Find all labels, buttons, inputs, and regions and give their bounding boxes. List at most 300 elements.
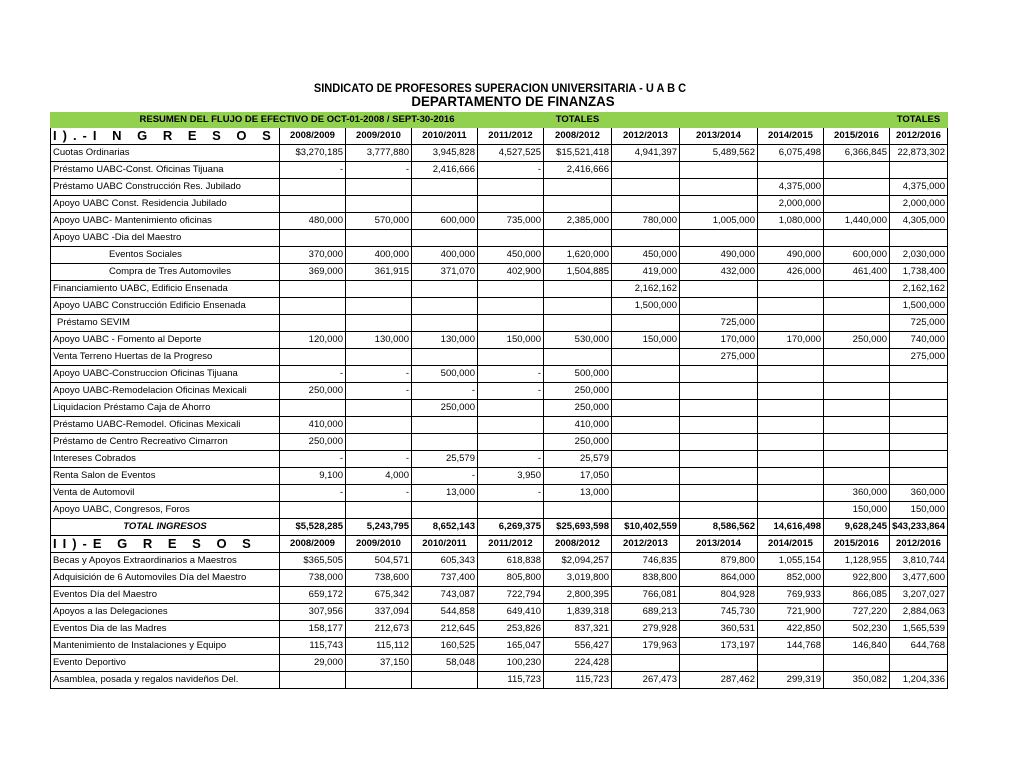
value-cell xyxy=(680,485,758,502)
value-cell: 480,000 xyxy=(280,213,346,230)
value-cell: 2,385,000 xyxy=(544,213,612,230)
table-body xyxy=(51,113,948,689)
value-cell: 17,050 xyxy=(544,468,612,485)
value-cell: 6,366,845 xyxy=(824,145,890,162)
value-cell: 922,800 xyxy=(824,570,890,587)
totales-label-2012-2016: TOTALES xyxy=(890,113,948,128)
value-cell: 2,162,162 xyxy=(890,281,948,298)
value-cell xyxy=(824,298,890,315)
row-label: Eventos Dia de las Madres xyxy=(51,621,280,638)
value-cell: 866,085 xyxy=(824,587,890,604)
table-row xyxy=(51,213,948,230)
value-cell: 3,477,600 xyxy=(890,570,948,587)
table-row xyxy=(51,196,948,213)
table-row xyxy=(51,553,948,570)
total-label: TOTAL INGRESOS xyxy=(51,519,280,536)
year-header: 2012/2016 xyxy=(890,128,948,145)
value-cell: - xyxy=(478,162,544,179)
value-cell xyxy=(280,298,346,315)
value-cell: $365,505 xyxy=(280,553,346,570)
value-cell: 450,000 xyxy=(478,247,544,264)
cashflow-table xyxy=(50,112,948,689)
value-cell xyxy=(758,502,824,519)
row-label: Apoyo UABC, Congresos, Foros xyxy=(51,502,280,519)
row-label: Apoyo UABC Construcción Edificio Ensenada xyxy=(51,298,280,315)
year-header: 2009/2010 xyxy=(346,536,412,553)
value-cell: 738,000 xyxy=(280,570,346,587)
value-cell xyxy=(478,502,544,519)
value-cell xyxy=(412,672,478,689)
value-cell xyxy=(612,502,680,519)
value-cell xyxy=(544,349,612,366)
value-cell: 659,172 xyxy=(280,587,346,604)
value-cell xyxy=(680,366,758,383)
total-value-cell: 8,652,143 xyxy=(412,519,478,536)
value-cell: 1,738,400 xyxy=(890,264,948,281)
value-cell: 419,000 xyxy=(612,264,680,281)
value-cell: - xyxy=(280,451,346,468)
value-cell xyxy=(280,179,346,196)
value-cell xyxy=(758,281,824,298)
value-cell: 837,321 xyxy=(544,621,612,638)
value-cell xyxy=(758,485,824,502)
year-header: 2009/2010 xyxy=(346,128,412,145)
value-cell xyxy=(346,400,412,417)
table-row xyxy=(51,502,948,519)
value-cell: 605,343 xyxy=(412,553,478,570)
total-ingresos-row xyxy=(51,519,948,536)
value-cell xyxy=(824,417,890,434)
value-cell: 745,730 xyxy=(680,604,758,621)
row-label: Préstamo de Centro Recreativo Cimarron xyxy=(51,434,280,451)
value-cell xyxy=(890,383,948,400)
row-label: Apoyo UABC - Fomento al Deporte xyxy=(51,332,280,349)
value-cell xyxy=(280,196,346,213)
value-cell: 600,000 xyxy=(824,247,890,264)
value-cell xyxy=(890,366,948,383)
value-cell: 299,319 xyxy=(758,672,824,689)
value-cell xyxy=(758,417,824,434)
year-header: 2008/2012 xyxy=(544,536,612,553)
value-cell: 58,048 xyxy=(412,655,478,672)
value-cell xyxy=(346,196,412,213)
value-cell xyxy=(824,366,890,383)
value-cell: 267,473 xyxy=(612,672,680,689)
table-row xyxy=(51,383,948,400)
value-cell: 150,000 xyxy=(612,332,680,349)
value-cell: 212,645 xyxy=(412,621,478,638)
value-cell xyxy=(412,281,478,298)
value-cell: 618,838 xyxy=(478,553,544,570)
year-header: 2013/2014 xyxy=(680,128,758,145)
value-cell: 130,000 xyxy=(346,332,412,349)
value-cell: - xyxy=(412,383,478,400)
row-label: Intereses Cobrados xyxy=(51,451,280,468)
value-cell: 426,000 xyxy=(758,264,824,281)
table-row xyxy=(51,434,948,451)
value-cell xyxy=(412,196,478,213)
table-row xyxy=(51,638,948,655)
value-cell xyxy=(280,400,346,417)
value-cell xyxy=(612,468,680,485)
value-cell: - xyxy=(478,366,544,383)
value-cell: 504,571 xyxy=(346,553,412,570)
value-cell xyxy=(612,451,680,468)
value-cell: 780,000 xyxy=(612,213,680,230)
total-value-cell: 8,586,562 xyxy=(680,519,758,536)
value-cell: $15,521,418 xyxy=(544,145,612,162)
value-cell xyxy=(890,451,948,468)
value-cell xyxy=(412,434,478,451)
org-title: SINDICATO DE PROFESORES SUPERACION UNIVERSITARIA - U A B C xyxy=(313,81,687,95)
value-cell xyxy=(612,417,680,434)
value-cell xyxy=(758,366,824,383)
value-cell: 1,440,000 xyxy=(824,213,890,230)
value-cell xyxy=(346,179,412,196)
value-cell: 158,177 xyxy=(280,621,346,638)
value-cell xyxy=(890,434,948,451)
value-cell xyxy=(280,230,346,247)
value-cell: 22,873,302 xyxy=(890,145,948,162)
table-row xyxy=(51,485,948,502)
total-value-cell: 14,616,498 xyxy=(758,519,824,536)
year-header: 2014/2015 xyxy=(758,536,824,553)
total-value-cell: $5,528,285 xyxy=(280,519,346,536)
row-label: Préstamo UABC Construcción Res. Jubilado xyxy=(51,179,280,196)
value-cell: 173,197 xyxy=(680,638,758,655)
value-cell: 490,000 xyxy=(680,247,758,264)
value-cell xyxy=(544,315,612,332)
value-cell xyxy=(478,434,544,451)
value-cell xyxy=(758,315,824,332)
value-cell: 25,579 xyxy=(544,451,612,468)
table-row xyxy=(51,570,948,587)
egresos-header-row xyxy=(51,536,948,553)
row-label: Renta Salon de Eventos xyxy=(51,468,280,485)
row-label: Evento Deportivo xyxy=(51,655,280,672)
value-cell: 879,800 xyxy=(680,553,758,570)
value-cell xyxy=(478,400,544,417)
row-label: Mantenimiento de Instalaciones y Equipo xyxy=(51,638,280,655)
value-cell: 115,743 xyxy=(280,638,346,655)
table-row xyxy=(51,366,948,383)
value-cell xyxy=(824,230,890,247)
value-cell xyxy=(680,298,758,315)
value-cell: - xyxy=(346,383,412,400)
row-label: Apoyo UABC Const. Residencia Jubilado xyxy=(51,196,280,213)
value-cell: 738,600 xyxy=(346,570,412,587)
year-header: 2012/2016 xyxy=(890,536,948,553)
year-header: 2013/2014 xyxy=(680,536,758,553)
value-cell: - xyxy=(346,366,412,383)
value-cell: 422,850 xyxy=(758,621,824,638)
value-cell: 361,915 xyxy=(346,264,412,281)
value-cell xyxy=(412,502,478,519)
value-cell xyxy=(680,451,758,468)
value-cell: 410,000 xyxy=(544,417,612,434)
table-row xyxy=(51,417,948,434)
value-cell xyxy=(680,417,758,434)
value-cell xyxy=(680,281,758,298)
value-cell: 649,410 xyxy=(478,604,544,621)
value-cell: 1,055,154 xyxy=(758,553,824,570)
value-cell xyxy=(824,383,890,400)
value-cell: 150,000 xyxy=(478,332,544,349)
value-cell xyxy=(478,298,544,315)
value-cell xyxy=(612,655,680,672)
value-cell: 3,945,828 xyxy=(412,145,478,162)
value-cell: 115,112 xyxy=(346,638,412,655)
table-row xyxy=(51,247,948,264)
table-row xyxy=(51,332,948,349)
value-cell: - xyxy=(412,468,478,485)
value-cell: 4,375,000 xyxy=(890,179,948,196)
value-cell: 160,525 xyxy=(412,638,478,655)
value-cell: 170,000 xyxy=(680,332,758,349)
row-label: Apoyo UABC-Remodelacion Oficinas Mexicali xyxy=(51,383,280,400)
row-label: Apoyo UABC-Construccion Oficinas Tijuana xyxy=(51,366,280,383)
value-cell xyxy=(824,400,890,417)
value-cell: 1,128,955 xyxy=(824,553,890,570)
value-cell: 1,839,318 xyxy=(544,604,612,621)
row-label: Préstamo SEVIM xyxy=(51,315,280,332)
year-header: 2011/2012 xyxy=(478,128,544,145)
value-cell: 212,673 xyxy=(346,621,412,638)
value-cell xyxy=(758,434,824,451)
value-cell: 769,933 xyxy=(758,587,824,604)
value-cell xyxy=(680,196,758,213)
table-row xyxy=(51,162,948,179)
table-row xyxy=(51,230,948,247)
ingresos-heading: I).-I N G R E S O S xyxy=(51,128,280,145)
value-cell: 500,000 xyxy=(412,366,478,383)
value-cell xyxy=(824,349,890,366)
value-cell xyxy=(280,315,346,332)
value-cell: 360,000 xyxy=(824,485,890,502)
year-header: 2015/2016 xyxy=(824,128,890,145)
table-row xyxy=(51,587,948,604)
year-header: 2010/2011 xyxy=(412,128,478,145)
total-value-cell: $43,233,864 xyxy=(890,519,948,536)
value-cell xyxy=(824,281,890,298)
year-header: 2015/2016 xyxy=(824,536,890,553)
ingresos-header-row xyxy=(51,128,948,145)
table-row xyxy=(51,145,948,162)
value-cell xyxy=(612,162,680,179)
value-cell: 370,000 xyxy=(280,247,346,264)
value-cell xyxy=(478,230,544,247)
value-cell xyxy=(478,315,544,332)
value-cell: 2,000,000 xyxy=(890,196,948,213)
value-cell xyxy=(824,468,890,485)
value-cell xyxy=(412,230,478,247)
value-cell: 804,928 xyxy=(680,587,758,604)
value-cell xyxy=(544,230,612,247)
value-cell: 144,768 xyxy=(758,638,824,655)
value-cell xyxy=(478,281,544,298)
value-cell: 556,427 xyxy=(544,638,612,655)
value-cell: 500,000 xyxy=(544,366,612,383)
value-cell: 250,000 xyxy=(280,383,346,400)
value-cell xyxy=(612,230,680,247)
value-cell: 1,204,336 xyxy=(890,672,948,689)
value-cell xyxy=(346,298,412,315)
value-cell: 130,000 xyxy=(412,332,478,349)
department-title: DEPARTAMENTO DE FINANZAS xyxy=(411,93,615,109)
value-cell xyxy=(612,315,680,332)
table-row xyxy=(51,349,948,366)
year-header: 2008/2009 xyxy=(280,128,346,145)
value-cell: 644,768 xyxy=(890,638,948,655)
value-cell: 13,000 xyxy=(412,485,478,502)
value-cell xyxy=(680,400,758,417)
row-label: Apoyo UABC- Mantenimiento oficinas xyxy=(51,213,280,230)
value-cell: 852,000 xyxy=(758,570,824,587)
value-cell: 337,094 xyxy=(346,604,412,621)
value-cell: 746,835 xyxy=(612,553,680,570)
table-row xyxy=(51,672,948,689)
table-row xyxy=(51,264,948,281)
value-cell xyxy=(346,230,412,247)
value-cell xyxy=(824,162,890,179)
value-cell xyxy=(612,366,680,383)
value-cell xyxy=(680,383,758,400)
value-cell: - xyxy=(346,451,412,468)
value-cell xyxy=(478,349,544,366)
value-cell: 432,000 xyxy=(680,264,758,281)
value-cell: - xyxy=(478,383,544,400)
value-cell xyxy=(680,468,758,485)
value-cell: 864,000 xyxy=(680,570,758,587)
value-cell: 350,082 xyxy=(824,672,890,689)
value-cell xyxy=(346,672,412,689)
value-cell: 502,230 xyxy=(824,621,890,638)
value-cell: 743,087 xyxy=(412,587,478,604)
value-cell xyxy=(612,434,680,451)
egresos-heading: II)-E G R E S O S xyxy=(51,536,280,553)
value-cell xyxy=(346,434,412,451)
value-cell: 250,000 xyxy=(544,434,612,451)
value-cell xyxy=(758,349,824,366)
value-cell xyxy=(824,434,890,451)
value-cell xyxy=(824,196,890,213)
value-cell: 600,000 xyxy=(412,213,478,230)
value-cell: 3,207,027 xyxy=(890,587,948,604)
value-cell: 360,531 xyxy=(680,621,758,638)
value-cell: 360,000 xyxy=(890,485,948,502)
value-cell: 400,000 xyxy=(346,247,412,264)
value-cell xyxy=(824,451,890,468)
value-cell: 253,826 xyxy=(478,621,544,638)
value-cell: 490,000 xyxy=(758,247,824,264)
value-cell: 1,500,000 xyxy=(890,298,948,315)
value-cell xyxy=(280,672,346,689)
value-cell: 115,723 xyxy=(478,672,544,689)
value-cell xyxy=(758,230,824,247)
row-label: Apoyo UABC -Dia del Maestro xyxy=(51,230,280,247)
value-cell: 287,462 xyxy=(680,672,758,689)
total-value-cell: 9,628,245 xyxy=(824,519,890,536)
value-cell: 530,000 xyxy=(544,332,612,349)
value-cell xyxy=(824,315,890,332)
value-cell: 120,000 xyxy=(280,332,346,349)
row-label: Asamblea, posada y regalos navideños Del. xyxy=(51,672,280,689)
value-cell: 275,000 xyxy=(680,349,758,366)
value-cell: 9,100 xyxy=(280,468,346,485)
value-cell xyxy=(890,400,948,417)
table-row xyxy=(51,468,948,485)
value-cell: 722,794 xyxy=(478,587,544,604)
value-cell: 727,220 xyxy=(824,604,890,621)
value-cell: 2,416,666 xyxy=(412,162,478,179)
value-cell: 3,950 xyxy=(478,468,544,485)
value-cell xyxy=(758,383,824,400)
value-cell: 250,000 xyxy=(412,400,478,417)
value-cell xyxy=(824,179,890,196)
value-cell xyxy=(680,230,758,247)
value-cell: 4,527,525 xyxy=(478,145,544,162)
value-cell xyxy=(612,400,680,417)
table-row xyxy=(51,451,948,468)
year-header: 2011/2012 xyxy=(478,536,544,553)
value-cell xyxy=(758,468,824,485)
value-cell: 3,019,800 xyxy=(544,570,612,587)
table-row xyxy=(51,655,948,672)
table-row xyxy=(51,281,948,298)
value-cell xyxy=(544,502,612,519)
value-cell xyxy=(680,655,758,672)
value-cell: 2,416,666 xyxy=(544,162,612,179)
value-cell: 115,723 xyxy=(544,672,612,689)
table-row xyxy=(51,621,948,638)
value-cell xyxy=(758,162,824,179)
value-cell: 29,000 xyxy=(280,655,346,672)
total-value-cell: 6,269,375 xyxy=(478,519,544,536)
total-value-cell: $25,693,598 xyxy=(544,519,612,536)
row-label: Préstamo UABC-Remodel. Oficinas Mexicali xyxy=(51,417,280,434)
value-cell: 689,213 xyxy=(612,604,680,621)
value-cell xyxy=(478,179,544,196)
value-cell xyxy=(890,162,948,179)
value-cell: 1,504,885 xyxy=(544,264,612,281)
value-cell: - xyxy=(346,485,412,502)
total-value-cell: $10,402,559 xyxy=(612,519,680,536)
value-cell xyxy=(280,349,346,366)
value-cell: 250,000 xyxy=(544,383,612,400)
value-cell xyxy=(680,502,758,519)
row-label: Venta de Automovil xyxy=(51,485,280,502)
value-cell xyxy=(758,400,824,417)
total-value-cell: 5,243,795 xyxy=(346,519,412,536)
value-cell: 250,000 xyxy=(544,400,612,417)
value-cell: 766,081 xyxy=(612,587,680,604)
value-cell: 410,000 xyxy=(280,417,346,434)
value-cell: 146,840 xyxy=(824,638,890,655)
value-cell xyxy=(758,451,824,468)
value-cell xyxy=(890,230,948,247)
value-cell: 179,963 xyxy=(612,638,680,655)
value-cell: 2,800,395 xyxy=(544,587,612,604)
value-cell: 4,305,000 xyxy=(890,213,948,230)
value-cell: 2,162,162 xyxy=(612,281,680,298)
value-cell: 224,428 xyxy=(544,655,612,672)
value-cell: 13,000 xyxy=(544,485,612,502)
value-cell xyxy=(544,281,612,298)
value-cell xyxy=(680,162,758,179)
value-cell: 721,900 xyxy=(758,604,824,621)
row-label: Liquidacion Préstamo Caja de Ahorro xyxy=(51,400,280,417)
value-cell: - xyxy=(280,162,346,179)
